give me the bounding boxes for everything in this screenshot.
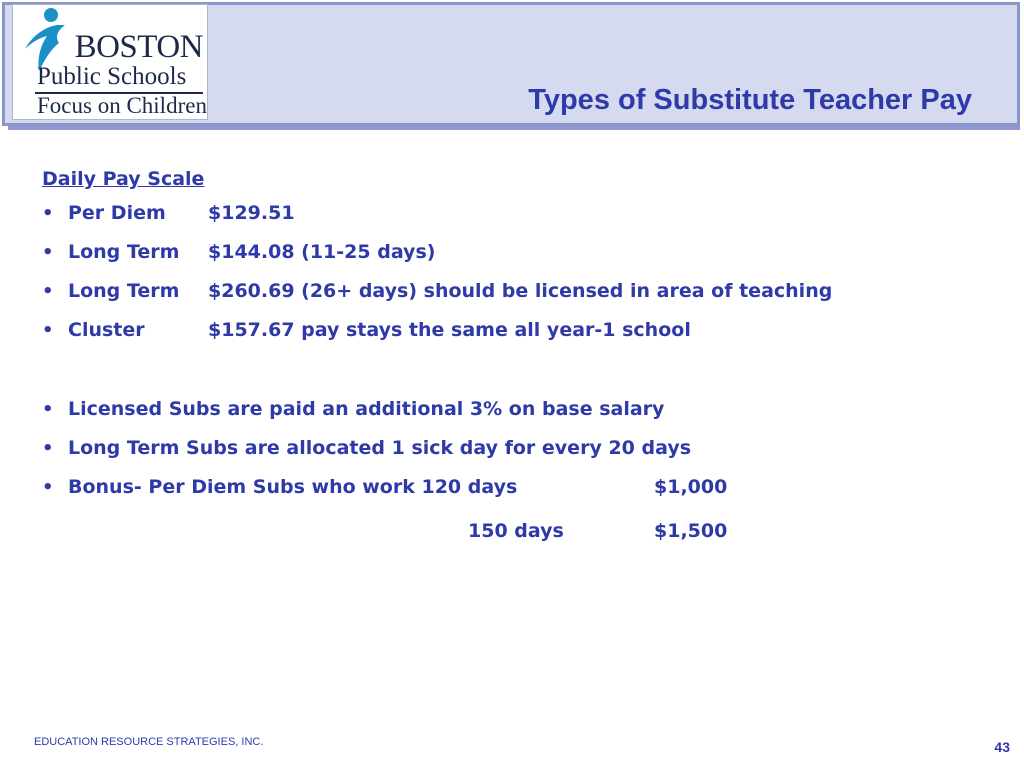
list-item	[42, 272, 1002, 311]
logo-text-boston: BOSTON	[74, 29, 203, 65]
note-text: Licensed Subs are paid an additional 3% on base salary	[68, 398, 665, 420]
bonus-second-tier	[42, 507, 1002, 555]
note-text: Long Term Subs are allocated 1 sick day for every 20 days	[68, 437, 692, 459]
pay-type-label: Long Term	[68, 280, 180, 302]
bonus-label: Bonus- Per Diem Subs who work 120 days	[68, 476, 518, 498]
slide-body	[42, 164, 1002, 555]
bonus-days: 150 days	[468, 520, 564, 542]
list-item	[42, 311, 1002, 350]
daily-pay-scale-heading: Daily Pay Scale	[42, 168, 205, 190]
pay-rate: $157.67 pay stays the same all year-1 school	[208, 319, 691, 341]
boston-public-schools-logo	[12, 4, 208, 120]
bonus-amount: $1,500	[654, 520, 728, 542]
slide-header	[0, 0, 1024, 131]
list-item	[42, 390, 1002, 429]
slide-title: Types of Substitute Teacher Pay	[528, 84, 972, 116]
bonus-amount: $1,000	[654, 476, 728, 498]
pay-rate: $129.51	[208, 202, 295, 224]
page-number: 43	[994, 739, 1010, 755]
logo-text-tagline: Focus on Children	[37, 93, 207, 118]
list-item	[42, 233, 1002, 272]
list-item	[42, 429, 1002, 468]
pay-rate: $260.69 (26+ days) should be licensed in area of teaching	[208, 280, 833, 302]
pay-type-label: Per Diem	[68, 202, 166, 224]
pay-type-label: Cluster	[68, 319, 145, 341]
list-spacer	[42, 350, 1002, 390]
pay-scale-list	[42, 194, 1002, 350]
footer-organization: EDUCATION RESOURCE STRATEGIES, INC.	[34, 736, 264, 748]
logo-text-public-schools: Public Schools	[37, 63, 187, 90]
list-item	[42, 194, 1002, 233]
policy-notes-list	[42, 390, 1002, 507]
pay-type-label: Long Term	[68, 241, 180, 263]
list-item	[42, 468, 1002, 507]
pay-rate: $144.08 (11-25 days)	[208, 241, 436, 263]
